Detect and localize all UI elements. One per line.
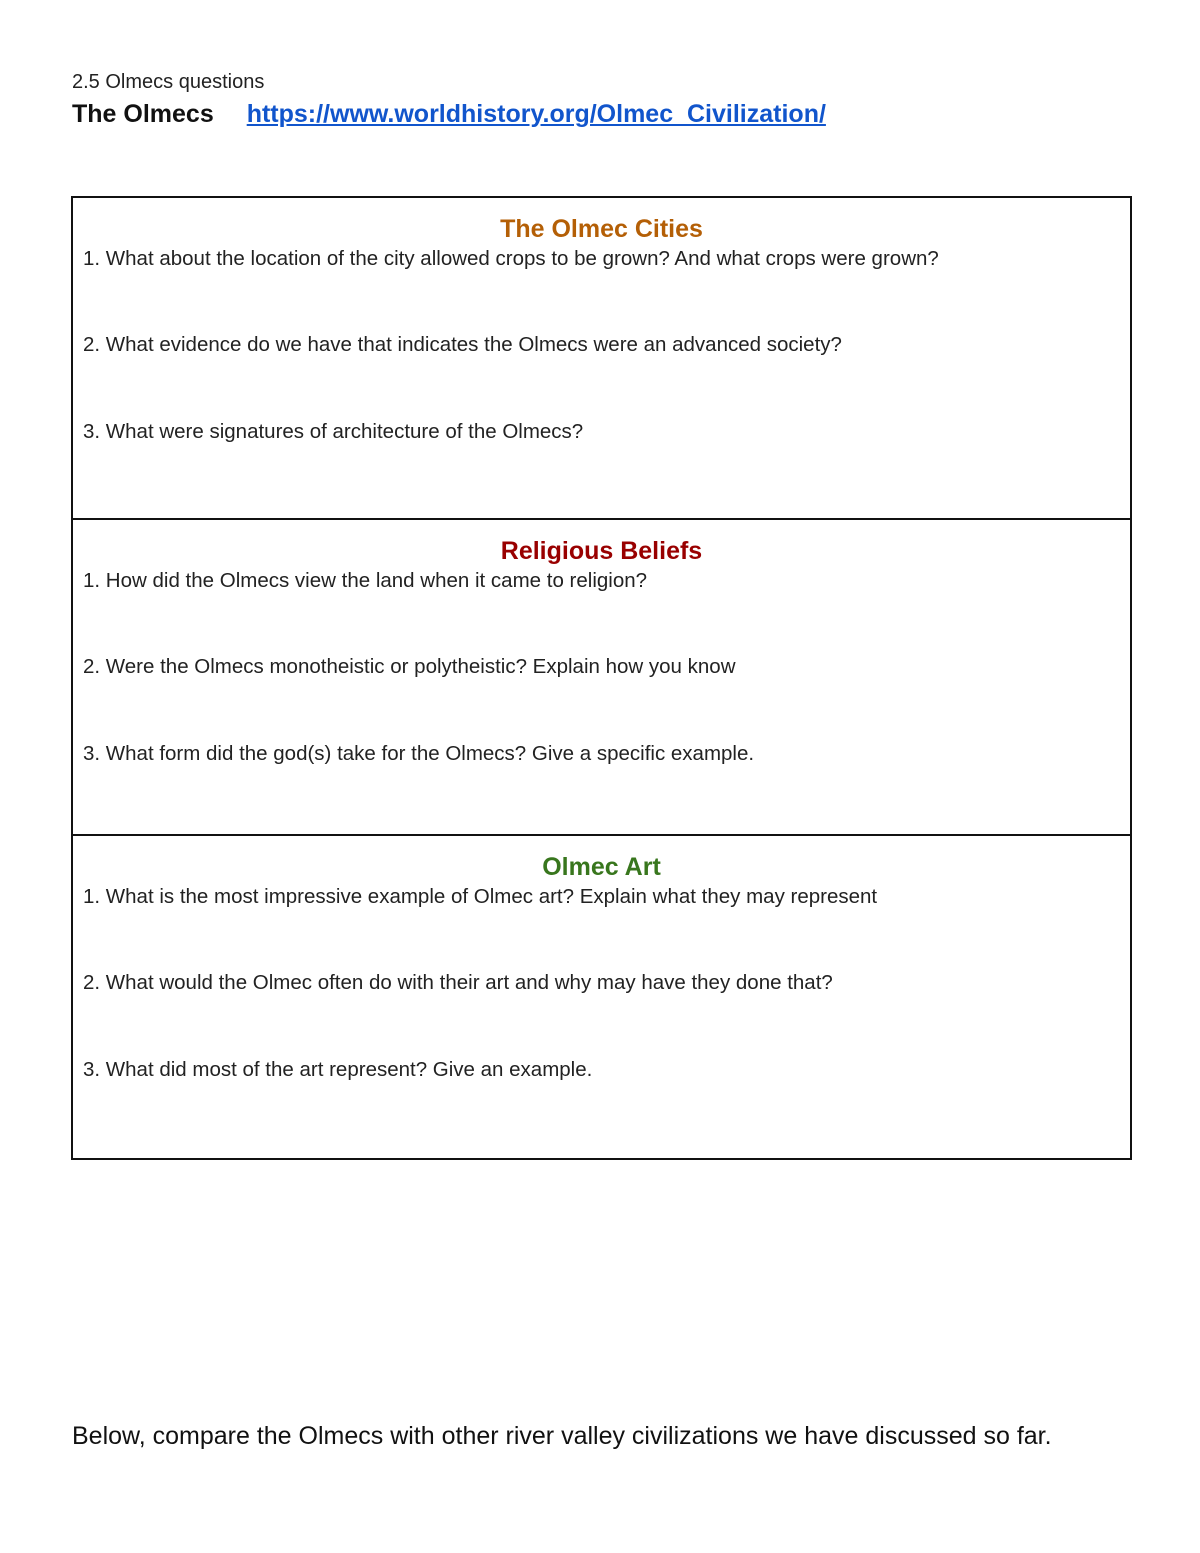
question-item: 2. What would the Olmec often do with their art and why may have they done that? [83, 971, 833, 994]
document-title: The Olmecs [72, 100, 214, 128]
question-item: 3. What form did the god(s) take for the Olmecs? Give a specific example. [83, 742, 755, 765]
question-item: 3. What were signatures of architecture of the Olmecs? [83, 420, 584, 443]
section-olmec-cities [73, 198, 1130, 520]
subtitle: 2.5 Olmecs questions [72, 71, 265, 93]
section-heading: Religious Beliefs [500, 537, 703, 565]
section-religious-beliefs [73, 520, 1130, 836]
worldhistory-link[interactable]: https://www.worldhistory.org/Olmec_Civilization/ [246, 100, 826, 128]
question-item: 2. Were the Olmecs monotheistic or polytheistic? Explain how you know [83, 655, 736, 678]
question-item: 2. What evidence do we have that indicates the Olmecs were an advanced society? [83, 333, 842, 356]
question-item: 3. What did most of the art represent? Give an example. [83, 1058, 593, 1081]
questions-table [71, 196, 1132, 1160]
question-item: 1. How did the Olmecs view the land when it came to religion? [83, 569, 648, 592]
question-item: 1. What is the most impressive example of Olmec art? Explain what they may represent [83, 885, 878, 908]
section-heading: Olmec Art [542, 853, 661, 881]
section-heading: The Olmec Cities [500, 215, 703, 243]
section-olmec-art [73, 836, 1130, 1158]
comparison-instruction: Below, compare the Olmecs with other river valley civilizations we have discussed so far. [72, 1422, 1052, 1450]
title-row [72, 100, 826, 129]
question-item: 1. What about the location of the city allowed crops to be grown? And what crops were grown? [83, 247, 939, 270]
